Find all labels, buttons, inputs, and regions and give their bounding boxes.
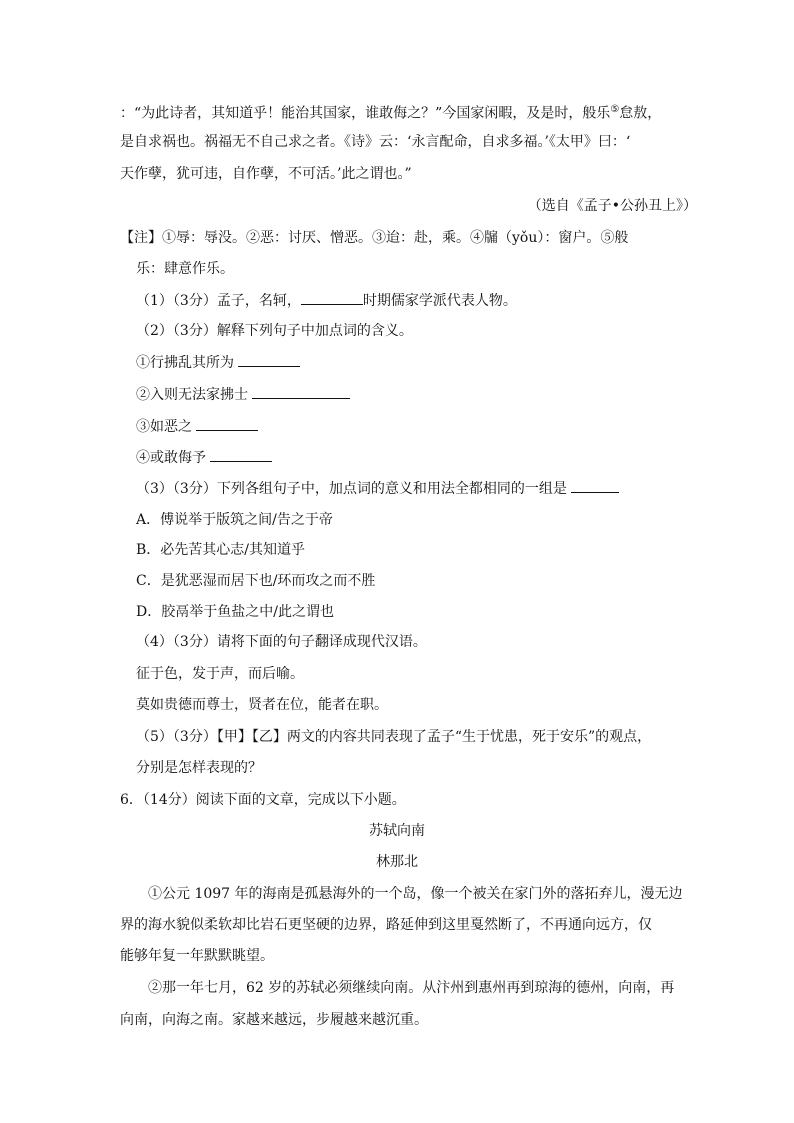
article-title: 苏轼向南 [369,823,425,839]
answer-blank[interactable] [238,352,300,367]
question-2-item-1: ①行拂乱其所为 [136,352,300,373]
question-4: （4）（3分）请将下面的句子翻译成现代汉语。 [136,634,427,650]
question-2-item-2: ②入则无法家拂士 [136,384,350,405]
question-2: （2）（3分）解释下列句子中加点词的含义。 [136,323,413,339]
article-para-1-line-2: 界的海水貌似柔软却比岩石更坚硬的边界，路延伸到这里戛然断了，不再通向远方，仅 [120,917,652,933]
article-para-1-line-3: 能够年复一年默默眺望。 [120,948,274,964]
notes-line-2: 乐：肆意作乐。 [136,261,234,277]
question-3-option-a: A．傅说举于版筑之间/告之于帝 [136,512,333,528]
answer-blank[interactable] [210,447,272,462]
source-citation: （选自《孟子•公孙丑上》） [527,198,697,214]
question-1: （1）（3分）孟子，名轲， 时期儒家学派代表人物。 [136,290,517,311]
classical-text-line-2: 是自求祸也。祸福无不自己求之者。《诗》云：‘永言配命，自求多福。’《太甲》曰：‘ [120,134,631,150]
classical-text-line-1: ：“为此诗者，其知道乎！能治其国家，谁敢侮之？”今国家闲暇，及是时，般乐⑤怠敖， [120,104,662,122]
answer-blank[interactable] [571,478,619,493]
answer-blank[interactable] [196,416,258,431]
question-2-item-4: ④或敢侮予 [136,447,272,468]
question-3-option-b: B．必先苦其心志/其知道乎 [136,542,306,558]
article-author: 林那北 [376,854,418,870]
article-para-2-line-1: ②那一年七月，62 岁的苏轼必须继续向南。从汴州到惠州再到琼海的德州，向南，再 [148,980,675,996]
footnote-marker-5: ⑤ [610,104,620,115]
question-3-option-d: D．胶鬲举于鱼盐之中/此之谓也 [136,604,334,620]
classical-text-line-3: 天作孽，犹可违，自作孽，不可活。’此之谓也。” [120,166,412,182]
question-6-header: 6．（14分）阅读下面的文章，完成以下小题。 [120,792,406,808]
article-para-2-line-2: 向南，向海之南。家越来越远，步履越来越沉重。 [120,1012,428,1028]
question-3-option-c: C．是犹恶湿而居下也/环而攻之而不胜 [136,573,376,589]
answer-blank[interactable] [252,384,350,399]
question-3: （3）（3分）下列各组句子中，加点词的意义和用法全都相同的一组是 [136,478,619,499]
answer-blank[interactable] [301,290,363,305]
article-para-1-line-1: ①公元 1097 年的海南是孤悬海外的一个岛，像一个被关在家门外的落拓弃儿，漫无边 [148,886,683,902]
question-2-item-3: ③如恶之 [136,416,258,437]
notes-line-1: 【注】①辱：辱没。②恶：讨厌、憎恶。③迨：赴，乘。④牖（yǒu）：窗户。⑤般 [120,230,629,246]
question-5-line-1: （5）（3分）【甲】【乙】两文的内容共同表现了孟子“生于忧患，死于安乐”的观点， [136,729,652,745]
question-5-line-2: 分别是怎样表现的？ [136,760,262,776]
question-4-sentence-1: 征于色，发于声，而后喻。 [136,666,304,682]
question-4-sentence-2: 莫如贵德而尊士，贤者在位，能者在职。 [136,697,388,713]
